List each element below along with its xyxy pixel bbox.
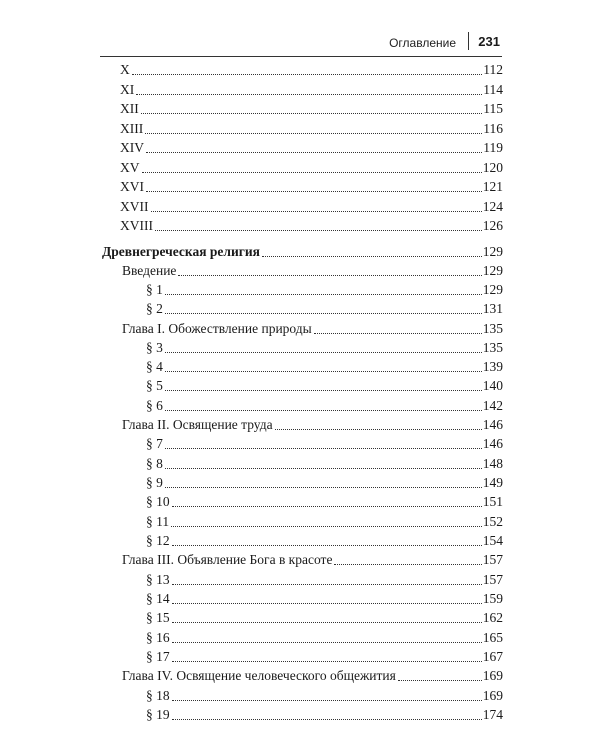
toc-entry[interactable]: XI 114: [120, 82, 503, 97]
toc-entry[interactable]: § 15 162: [146, 610, 503, 625]
toc-entry[interactable]: § 7 146: [146, 436, 503, 451]
page-number: 231: [478, 34, 500, 49]
toc-entry[interactable]: § 10 151: [146, 494, 503, 509]
toc-entry[interactable]: § 16 165: [146, 630, 503, 645]
toc-entry[interactable]: § 1 129: [146, 282, 503, 297]
toc-chapter[interactable]: Глава II. Освящение труда 146: [122, 417, 503, 432]
toc-entry[interactable]: § 5 140: [146, 378, 503, 393]
toc-entry[interactable]: XIV 119: [120, 140, 503, 155]
toc-entry[interactable]: § 11 152: [146, 514, 503, 529]
toc-entry[interactable]: Введение 129: [122, 263, 503, 278]
toc-entry[interactable]: X 112: [120, 62, 503, 77]
toc-entry[interactable]: § 2 131: [146, 301, 503, 316]
toc-entry[interactable]: XVII 124: [120, 199, 503, 214]
toc-chapter[interactable]: Глава IV. Освящение человеческого общежития 169: [122, 668, 503, 683]
toc-entry[interactable]: XVI 121: [120, 179, 503, 194]
toc-chapter[interactable]: Глава III. Объявление Бога в красоте 157: [122, 552, 503, 567]
toc-entry[interactable]: XIII 116: [120, 121, 503, 136]
toc-entry[interactable]: § 19 174: [146, 707, 503, 722]
header-separator: [468, 32, 469, 50]
toc-entry[interactable]: § 17 167: [146, 649, 503, 664]
toc-entry[interactable]: § 3 135: [146, 340, 503, 355]
toc-entry[interactable]: XVIII 126: [120, 218, 503, 233]
toc-entry[interactable]: § 9 149: [146, 475, 503, 490]
toc-section-heading[interactable]: Древнегреческая религия 129: [102, 244, 503, 259]
running-header: [100, 30, 502, 57]
toc-entry[interactable]: XV 120: [120, 160, 503, 175]
toc-entry[interactable]: § 8 148: [146, 456, 503, 471]
toc-entry[interactable]: XII 115: [120, 101, 503, 116]
toc-entry[interactable]: § 13 157: [146, 572, 503, 587]
header-title: Оглавление: [389, 36, 456, 50]
toc-entry[interactable]: § 12 154: [146, 533, 503, 548]
toc-entry[interactable]: § 14 159: [146, 591, 503, 606]
toc-entry[interactable]: § 4 139: [146, 359, 503, 374]
toc-entry[interactable]: § 6 142: [146, 398, 503, 413]
toc-chapter[interactable]: Глава I. Обожествление природы 135: [122, 321, 503, 336]
toc-entry[interactable]: § 18 169: [146, 688, 503, 703]
